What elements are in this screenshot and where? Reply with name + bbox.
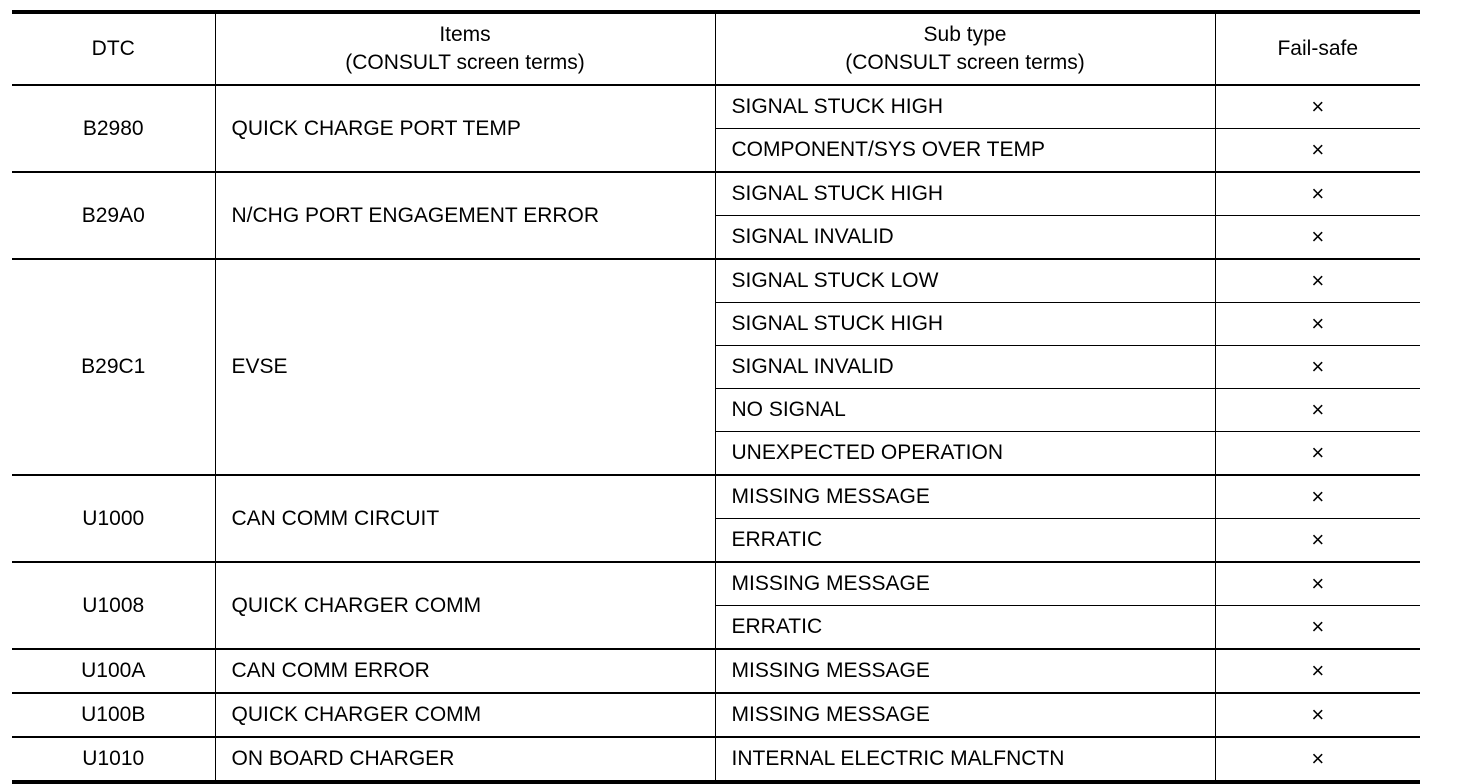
table-row (12, 737, 1420, 782)
subtype-cell: SIGNAL STUCK LOW (715, 259, 1215, 303)
item-name-cell: N/CHG PORT ENGAGEMENT ERROR (215, 172, 715, 259)
failsafe-mark-cell: × (1215, 259, 1420, 303)
subtype-cell: SIGNAL STUCK HIGH (715, 172, 1215, 216)
item-name-cell: CAN COMM ERROR (215, 649, 715, 693)
failsafe-mark-cell: × (1215, 519, 1420, 563)
subtype-cell: NO SIGNAL (715, 389, 1215, 432)
dtc-code-cell: U100B (12, 693, 215, 737)
header-subtype-label: Sub type (923, 23, 1007, 46)
dtc-code-cell: U1010 (12, 737, 215, 782)
dtc-code-cell: U1008 (12, 562, 215, 649)
header-failsafe-label: Fail-safe (1277, 37, 1359, 60)
failsafe-mark-cell: × (1215, 432, 1420, 476)
header-dtc-label: DTC (91, 37, 135, 60)
item-name-cell: EVSE (215, 259, 715, 475)
table-row (12, 562, 1420, 606)
dtc-code-cell: B2980 (12, 85, 215, 172)
header-row (12, 12, 1420, 85)
subtype-cell: COMPONENT/SYS OVER TEMP (715, 129, 1215, 173)
table-body (12, 85, 1420, 782)
table-row (12, 649, 1420, 693)
header-subtype (715, 12, 1215, 85)
failsafe-mark-cell: × (1215, 475, 1420, 519)
table-row (12, 85, 1420, 129)
subtype-cell: ERRATIC (715, 606, 1215, 650)
header-items (215, 12, 715, 85)
subtype-cell: MISSING MESSAGE (715, 649, 1215, 693)
item-name-cell: ON BOARD CHARGER (215, 737, 715, 782)
table-row (12, 259, 1420, 303)
failsafe-mark-cell: × (1215, 346, 1420, 389)
table-row (12, 693, 1420, 737)
failsafe-mark-cell: × (1215, 129, 1420, 173)
subtype-cell: ERRATIC (715, 519, 1215, 563)
item-name-cell: QUICK CHARGE PORT TEMP (215, 85, 715, 172)
subtype-cell: UNEXPECTED OPERATION (715, 432, 1215, 476)
subtype-cell: SIGNAL STUCK HIGH (715, 85, 1215, 129)
dtc-code-cell: U100A (12, 649, 215, 693)
subtype-cell: MISSING MESSAGE (715, 475, 1215, 519)
header-failsafe (1215, 12, 1420, 85)
subtype-cell: SIGNAL STUCK HIGH (715, 303, 1215, 346)
dtc-code-cell: B29C1 (12, 259, 215, 475)
header-subtype-sublabel: (CONSULT screen terms) (845, 51, 1085, 74)
item-name-cell: QUICK CHARGER COMM (215, 693, 715, 737)
failsafe-mark-cell: × (1215, 172, 1420, 216)
dtc-code-cell: B29A0 (12, 172, 215, 259)
header-items-sublabel: (CONSULT screen terms) (345, 51, 585, 74)
subtype-cell: INTERNAL ELECTRIC MALFNCTN (715, 737, 1215, 782)
failsafe-mark-cell: × (1215, 85, 1420, 129)
table-header (12, 12, 1420, 85)
header-items-label: Items (439, 23, 491, 46)
item-name-cell: CAN COMM CIRCUIT (215, 475, 715, 562)
failsafe-mark-cell: × (1215, 606, 1420, 650)
table-row (12, 172, 1420, 216)
failsafe-mark-cell: × (1215, 693, 1420, 737)
failsafe-mark-cell: × (1215, 303, 1420, 346)
failsafe-mark-cell: × (1215, 562, 1420, 606)
failsafe-mark-cell: × (1215, 649, 1420, 693)
subtype-cell: SIGNAL INVALID (715, 216, 1215, 260)
subtype-cell: MISSING MESSAGE (715, 562, 1215, 606)
failsafe-mark-cell: × (1215, 737, 1420, 782)
subtype-cell: MISSING MESSAGE (715, 693, 1215, 737)
dtc-code-cell: U1000 (12, 475, 215, 562)
item-name-cell: QUICK CHARGER COMM (215, 562, 715, 649)
header-dtc (12, 12, 215, 85)
failsafe-mark-cell: × (1215, 389, 1420, 432)
table-row (12, 475, 1420, 519)
dtc-table (12, 10, 1420, 784)
failsafe-mark-cell: × (1215, 216, 1420, 260)
subtype-cell: SIGNAL INVALID (715, 346, 1215, 389)
